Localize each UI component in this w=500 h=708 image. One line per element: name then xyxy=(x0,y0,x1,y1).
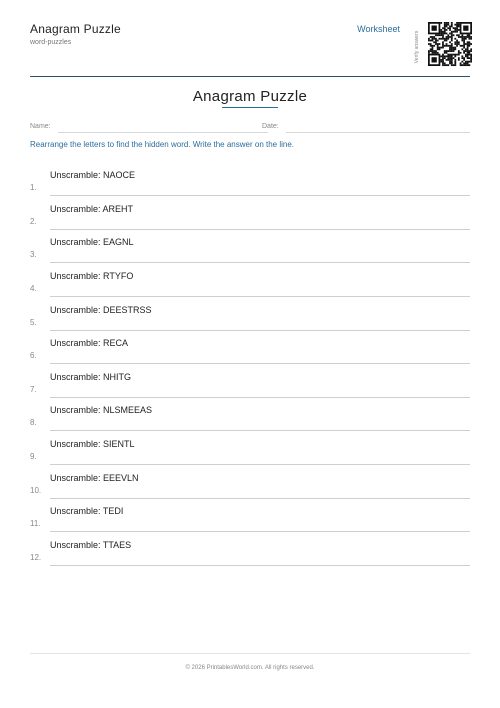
question-text: Unscramble: AREHT xyxy=(50,204,134,214)
question-number: 8. xyxy=(30,418,37,427)
question-item xyxy=(30,540,470,570)
site-title: Anagram Puzzle xyxy=(30,22,121,36)
worksheet-label: Worksheet xyxy=(357,24,400,34)
answer-line[interactable] xyxy=(50,296,470,297)
date-field[interactable] xyxy=(286,132,470,133)
question-number: 3. xyxy=(30,250,37,259)
question-item xyxy=(30,338,470,368)
question-number: 6. xyxy=(30,351,37,360)
name-field[interactable] xyxy=(58,132,268,133)
question-item xyxy=(30,506,470,536)
question-item xyxy=(30,439,470,469)
question-text: Unscramble: EAGNL xyxy=(50,237,134,247)
question-text: Unscramble: NAOCE xyxy=(50,170,136,180)
question-text: Unscramble: EEEVLN xyxy=(50,473,139,483)
question-number: 4. xyxy=(30,284,37,293)
header-divider xyxy=(30,76,470,77)
answer-line[interactable] xyxy=(50,330,470,331)
question-item xyxy=(30,305,470,335)
question-number: 10. xyxy=(30,486,42,495)
answer-line[interactable] xyxy=(50,229,470,230)
footer-copyright: © 2026 PrintablesWorld.com. All rights reserved. xyxy=(185,665,315,671)
question-item xyxy=(30,271,470,301)
question-number: 11. xyxy=(30,519,41,528)
question-item xyxy=(30,372,470,402)
question-item xyxy=(30,170,470,200)
name-label: Name: xyxy=(30,123,51,130)
question-number: 12. xyxy=(30,553,42,562)
page-header xyxy=(30,16,470,76)
question-text: Unscramble: RTYFO xyxy=(50,271,134,281)
category-label: word-puzzles xyxy=(30,39,72,46)
qr-code-icon[interactable] xyxy=(428,16,472,72)
question-item xyxy=(30,405,470,435)
question-text: Unscramble: NHITG xyxy=(50,372,132,382)
question-text: Unscramble: SIENTL xyxy=(50,439,135,449)
name-date-row xyxy=(30,121,470,135)
question-number: 5. xyxy=(30,318,37,327)
footer-divider xyxy=(30,653,470,654)
question-text: Unscramble: DEESTRSS xyxy=(50,305,152,315)
question-number: 1. xyxy=(30,183,37,192)
answer-line[interactable] xyxy=(50,262,470,263)
question-text: Unscramble: NLSMEEAS xyxy=(50,405,153,415)
question-text: Unscramble: TTAES xyxy=(50,540,132,550)
answer-line[interactable] xyxy=(50,565,470,566)
question-item xyxy=(30,204,470,234)
question-number: 7. xyxy=(30,385,37,394)
question-number: 2. xyxy=(30,217,37,226)
question-text: Unscramble: TEDI xyxy=(50,506,124,516)
answer-line[interactable] xyxy=(50,363,470,364)
question-text: Unscramble: RECA xyxy=(50,338,129,348)
answer-line[interactable] xyxy=(50,397,470,398)
verify-answers-text: Verify answers xyxy=(414,30,420,64)
answer-line[interactable] xyxy=(50,464,470,465)
title-underline xyxy=(222,107,278,108)
answer-line[interactable] xyxy=(50,430,470,431)
question-item xyxy=(30,473,470,503)
answer-line[interactable] xyxy=(50,531,470,532)
verify-answers-label xyxy=(412,20,422,74)
instructions: Rearrange the letters to find the hidden word. Write the answer on the line. xyxy=(30,140,295,149)
answer-line[interactable] xyxy=(50,195,470,196)
answer-line[interactable] xyxy=(50,498,470,499)
question-item xyxy=(30,237,470,267)
question-number: 9. xyxy=(30,452,37,461)
date-label: Date: xyxy=(262,123,279,130)
page-title: Anagram Puzzle xyxy=(192,88,308,105)
